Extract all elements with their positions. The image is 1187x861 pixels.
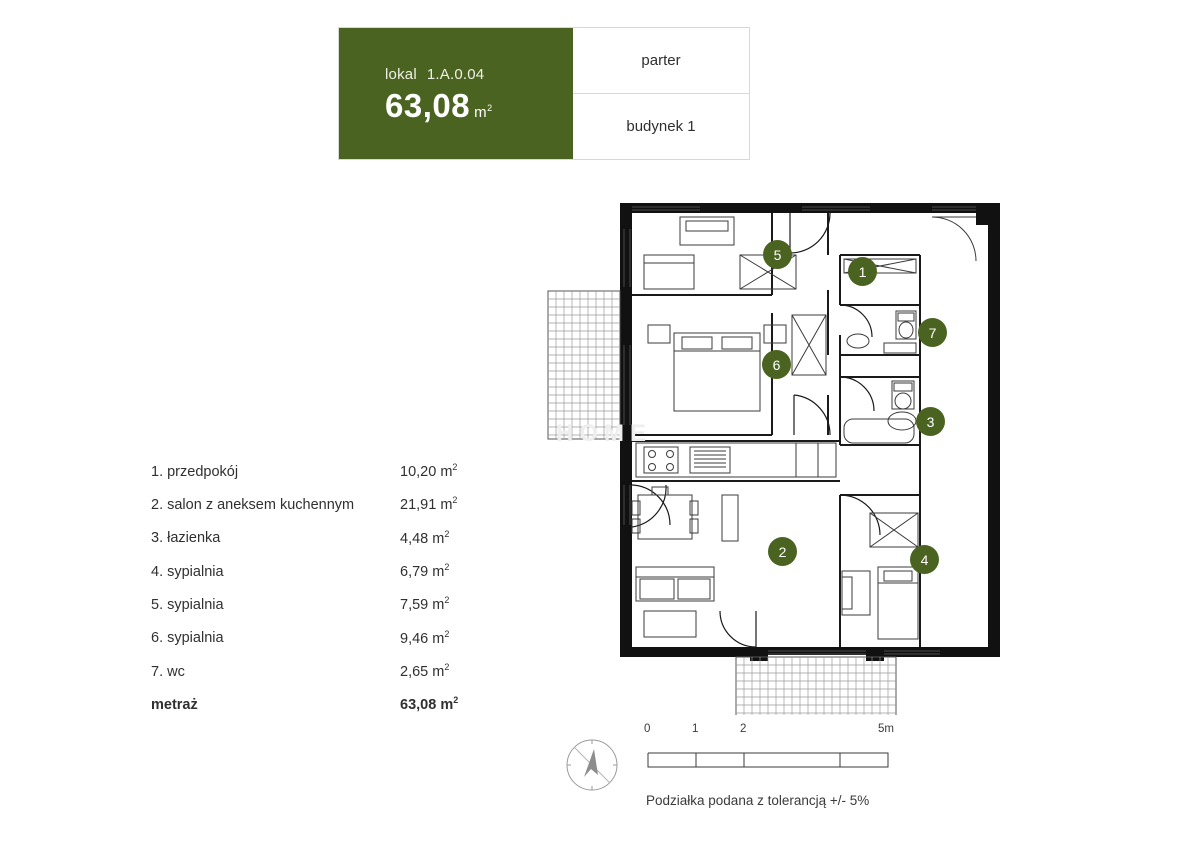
furniture-kitchen: [636, 443, 836, 477]
unit-meta: [573, 28, 749, 159]
legend-row: [151, 529, 496, 547]
legend-value-text: 7,59 m: [400, 597, 445, 614]
room-marker-7[interactable]: 7: [918, 318, 947, 347]
unit-area-unit-sup: 2: [487, 102, 493, 113]
lokal-id: 1.A.0.04: [426, 65, 485, 83]
watermark: HOME: [556, 420, 652, 447]
floor-plan: [540, 195, 1020, 715]
room-marker-4[interactable]: 4: [910, 545, 939, 574]
unit-area-unit: [474, 104, 493, 121]
legend-value: [400, 629, 496, 647]
legend-value-sup: 2: [444, 528, 450, 539]
legend-value: [400, 662, 496, 680]
legend-label: 7. wc: [151, 663, 185, 680]
exterior-walls: [620, 203, 1000, 661]
room-marker-2[interactable]: 2: [768, 537, 797, 566]
doors: [632, 213, 880, 647]
legend-value-text: 2,65 m: [400, 663, 445, 680]
legend-total-value-text: 63,08 m: [400, 697, 454, 714]
legend-label: 4. sypialnia: [151, 563, 224, 580]
balcony-left: [548, 291, 620, 439]
legend-value: [400, 562, 496, 580]
legend-value-sup: 2: [452, 495, 458, 506]
legend-label: 1. przedpokój: [151, 463, 239, 480]
legend-value: [400, 462, 496, 480]
legend-value: [400, 595, 496, 613]
unit-header-badge: [338, 27, 750, 160]
floor-plan-drawing: [540, 195, 1020, 715]
scale-ruler: [648, 753, 888, 767]
room-marker-5[interactable]: 5: [763, 240, 792, 269]
legend-value-text: 6,79 m: [400, 563, 445, 580]
legend-row: [151, 595, 496, 613]
legend-value-text: 10,20 m: [400, 463, 453, 480]
terrace-bottom: [736, 657, 896, 715]
unit-summary: [339, 28, 573, 159]
legend-total-row: [151, 695, 496, 713]
fixtures-bathroom: [844, 381, 916, 443]
legend-value-sup: 2: [452, 462, 458, 472]
scale-tick-0: 0: [644, 723, 651, 735]
legend-label: 3. łazienka: [151, 530, 221, 547]
furniture-living-room: [632, 487, 738, 637]
room-marker-3[interactable]: 3: [916, 407, 945, 436]
legend-value: [400, 529, 496, 547]
legend-value-sup: 2: [444, 561, 450, 572]
legend-row: [151, 662, 496, 680]
scale-and-compass: [560, 723, 1020, 825]
legend-row: [151, 495, 496, 513]
interior-walls: [632, 213, 920, 647]
legend-total-value: [400, 695, 496, 713]
legend-row: [151, 562, 496, 580]
legend-value-sup: 2: [444, 595, 450, 606]
unit-area: [385, 86, 573, 124]
floor-cell: parter: [573, 28, 749, 94]
legend-value-text: 4,48 m: [400, 530, 445, 547]
legend-value-sup: 2: [444, 661, 450, 672]
scale-tick-2: 2: [740, 723, 747, 735]
legend-row: [151, 629, 496, 647]
entry-niche: [932, 217, 976, 261]
room-marker-1[interactable]: 1: [848, 257, 877, 286]
scale-tick-labels: [560, 723, 1020, 755]
unit-area-unit-text: m: [474, 103, 488, 121]
legend-label: 6. sypialnia: [151, 630, 224, 647]
unit-area-value: 63,08: [385, 86, 471, 124]
lokal-label: lokal: [385, 65, 417, 83]
legend-total-label: metraż: [151, 697, 198, 714]
scale-tick-1: 1: [692, 723, 699, 735]
legend-row: [151, 462, 496, 480]
unit-id-line: [385, 66, 573, 83]
furniture-bedroom-6: [648, 315, 826, 411]
legend-label: 2. salon z aneksem kuchennym: [151, 497, 355, 514]
scale-tolerance-note: Podziałka podana z tolerancją +/- 5%: [646, 793, 870, 808]
legend-value: [400, 495, 496, 513]
building-cell: budynek 1: [626, 118, 696, 135]
legend-value-text: 21,91 m: [400, 497, 453, 514]
legend-label: 5. sypialnia: [151, 597, 224, 614]
room-legend: [151, 462, 496, 729]
legend-total-value-sup: 2: [453, 695, 459, 706]
room-marker-6[interactable]: 6: [762, 350, 791, 379]
fixtures-wc: [847, 311, 916, 353]
scale-tick-5m: 5m: [878, 723, 894, 735]
legend-value-sup: 2: [444, 628, 450, 639]
legend-value-text: 9,46 m: [400, 630, 445, 647]
